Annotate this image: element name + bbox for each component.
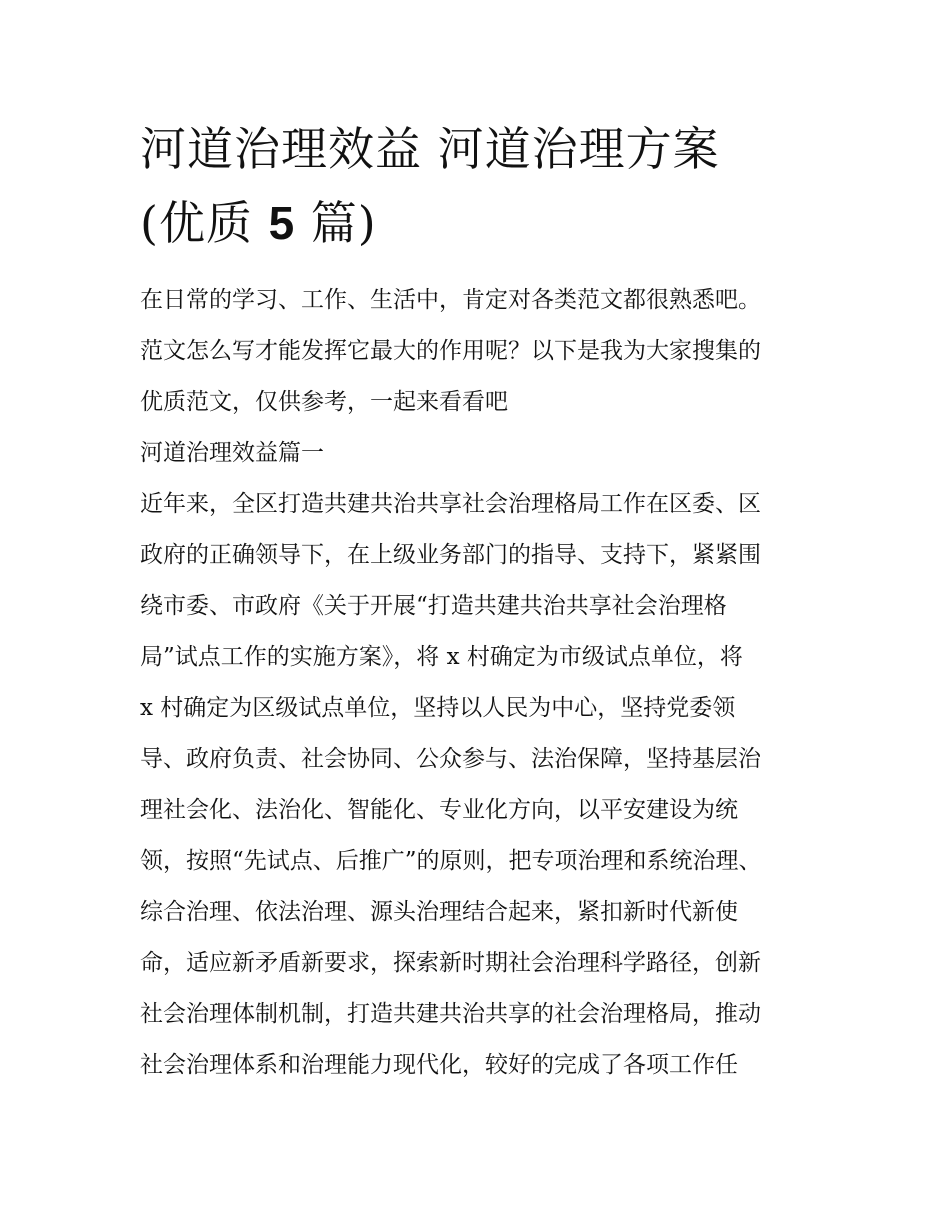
paragraph-line: 理社会化、法治化、智能化、专业化方向，以平安建设为统 (140, 797, 738, 823)
title-line-2 (140, 186, 820, 260)
intro-line: 范文怎么写才能发挥它最大的作用呢？以下是我为大家搜集的 (140, 338, 761, 364)
section-heading (140, 428, 820, 479)
body-paragraph (140, 479, 820, 1091)
paragraph-line: 绕市委、市政府《关于开展“打造共建共治共享社会治理格 (140, 593, 727, 619)
paragraph-line: 导、政府负责、社会协同、公众参与、法治保障，坚持基层治 (140, 746, 761, 772)
title-part-open: (优质 (140, 196, 253, 250)
document-title (140, 112, 820, 260)
intro-line: 优质范文，仅供参考，一起来看看吧 (140, 389, 508, 415)
paragraph-line: x 村确定为区级试点单位，坚持以人民为中心，坚持党委领 (140, 695, 736, 721)
paragraph-line: 领，按照“先试点、后推广”的原则，把专项治理和系统治理、 (140, 848, 762, 874)
section-heading-text: 河道治理效益篇一 (140, 440, 324, 466)
paragraph-line: 近年来，全区打造共建共治共享社会治理格局工作在区委、区 (140, 491, 761, 517)
title-line-1: 河道治理效益 河道治理方案 (140, 122, 720, 176)
paragraph-line: 社会治理体系和治理能力现代化，较好的完成了各项工作任 (140, 1052, 738, 1078)
paragraph-line: 命，适应新矛盾新要求，探索新时期社会治理科学路径，创新 (140, 950, 761, 976)
intro-paragraph (140, 275, 820, 428)
title-part-number: 5 (268, 197, 296, 249)
paragraph-line: 综合治理、依法治理、源头治理结合起来，紧扣新时代新使 (140, 899, 738, 925)
paragraph-line: 政府的正确领导下，在上级业务部门的指导、支持下，紧紧围 (140, 542, 761, 568)
paragraph-line: 社会治理体制机制，打造共建共治共享的社会治理格局，推动 (140, 1001, 761, 1027)
paragraph-line: 局”试点工作的实施方案》，将 x 村确定为市级试点单位，将 (140, 644, 743, 670)
intro-line: 在日常的学习、工作、生活中，肯定对各类范文都很熟悉吧。 (140, 287, 761, 313)
title-part-close: 篇) (310, 196, 377, 250)
